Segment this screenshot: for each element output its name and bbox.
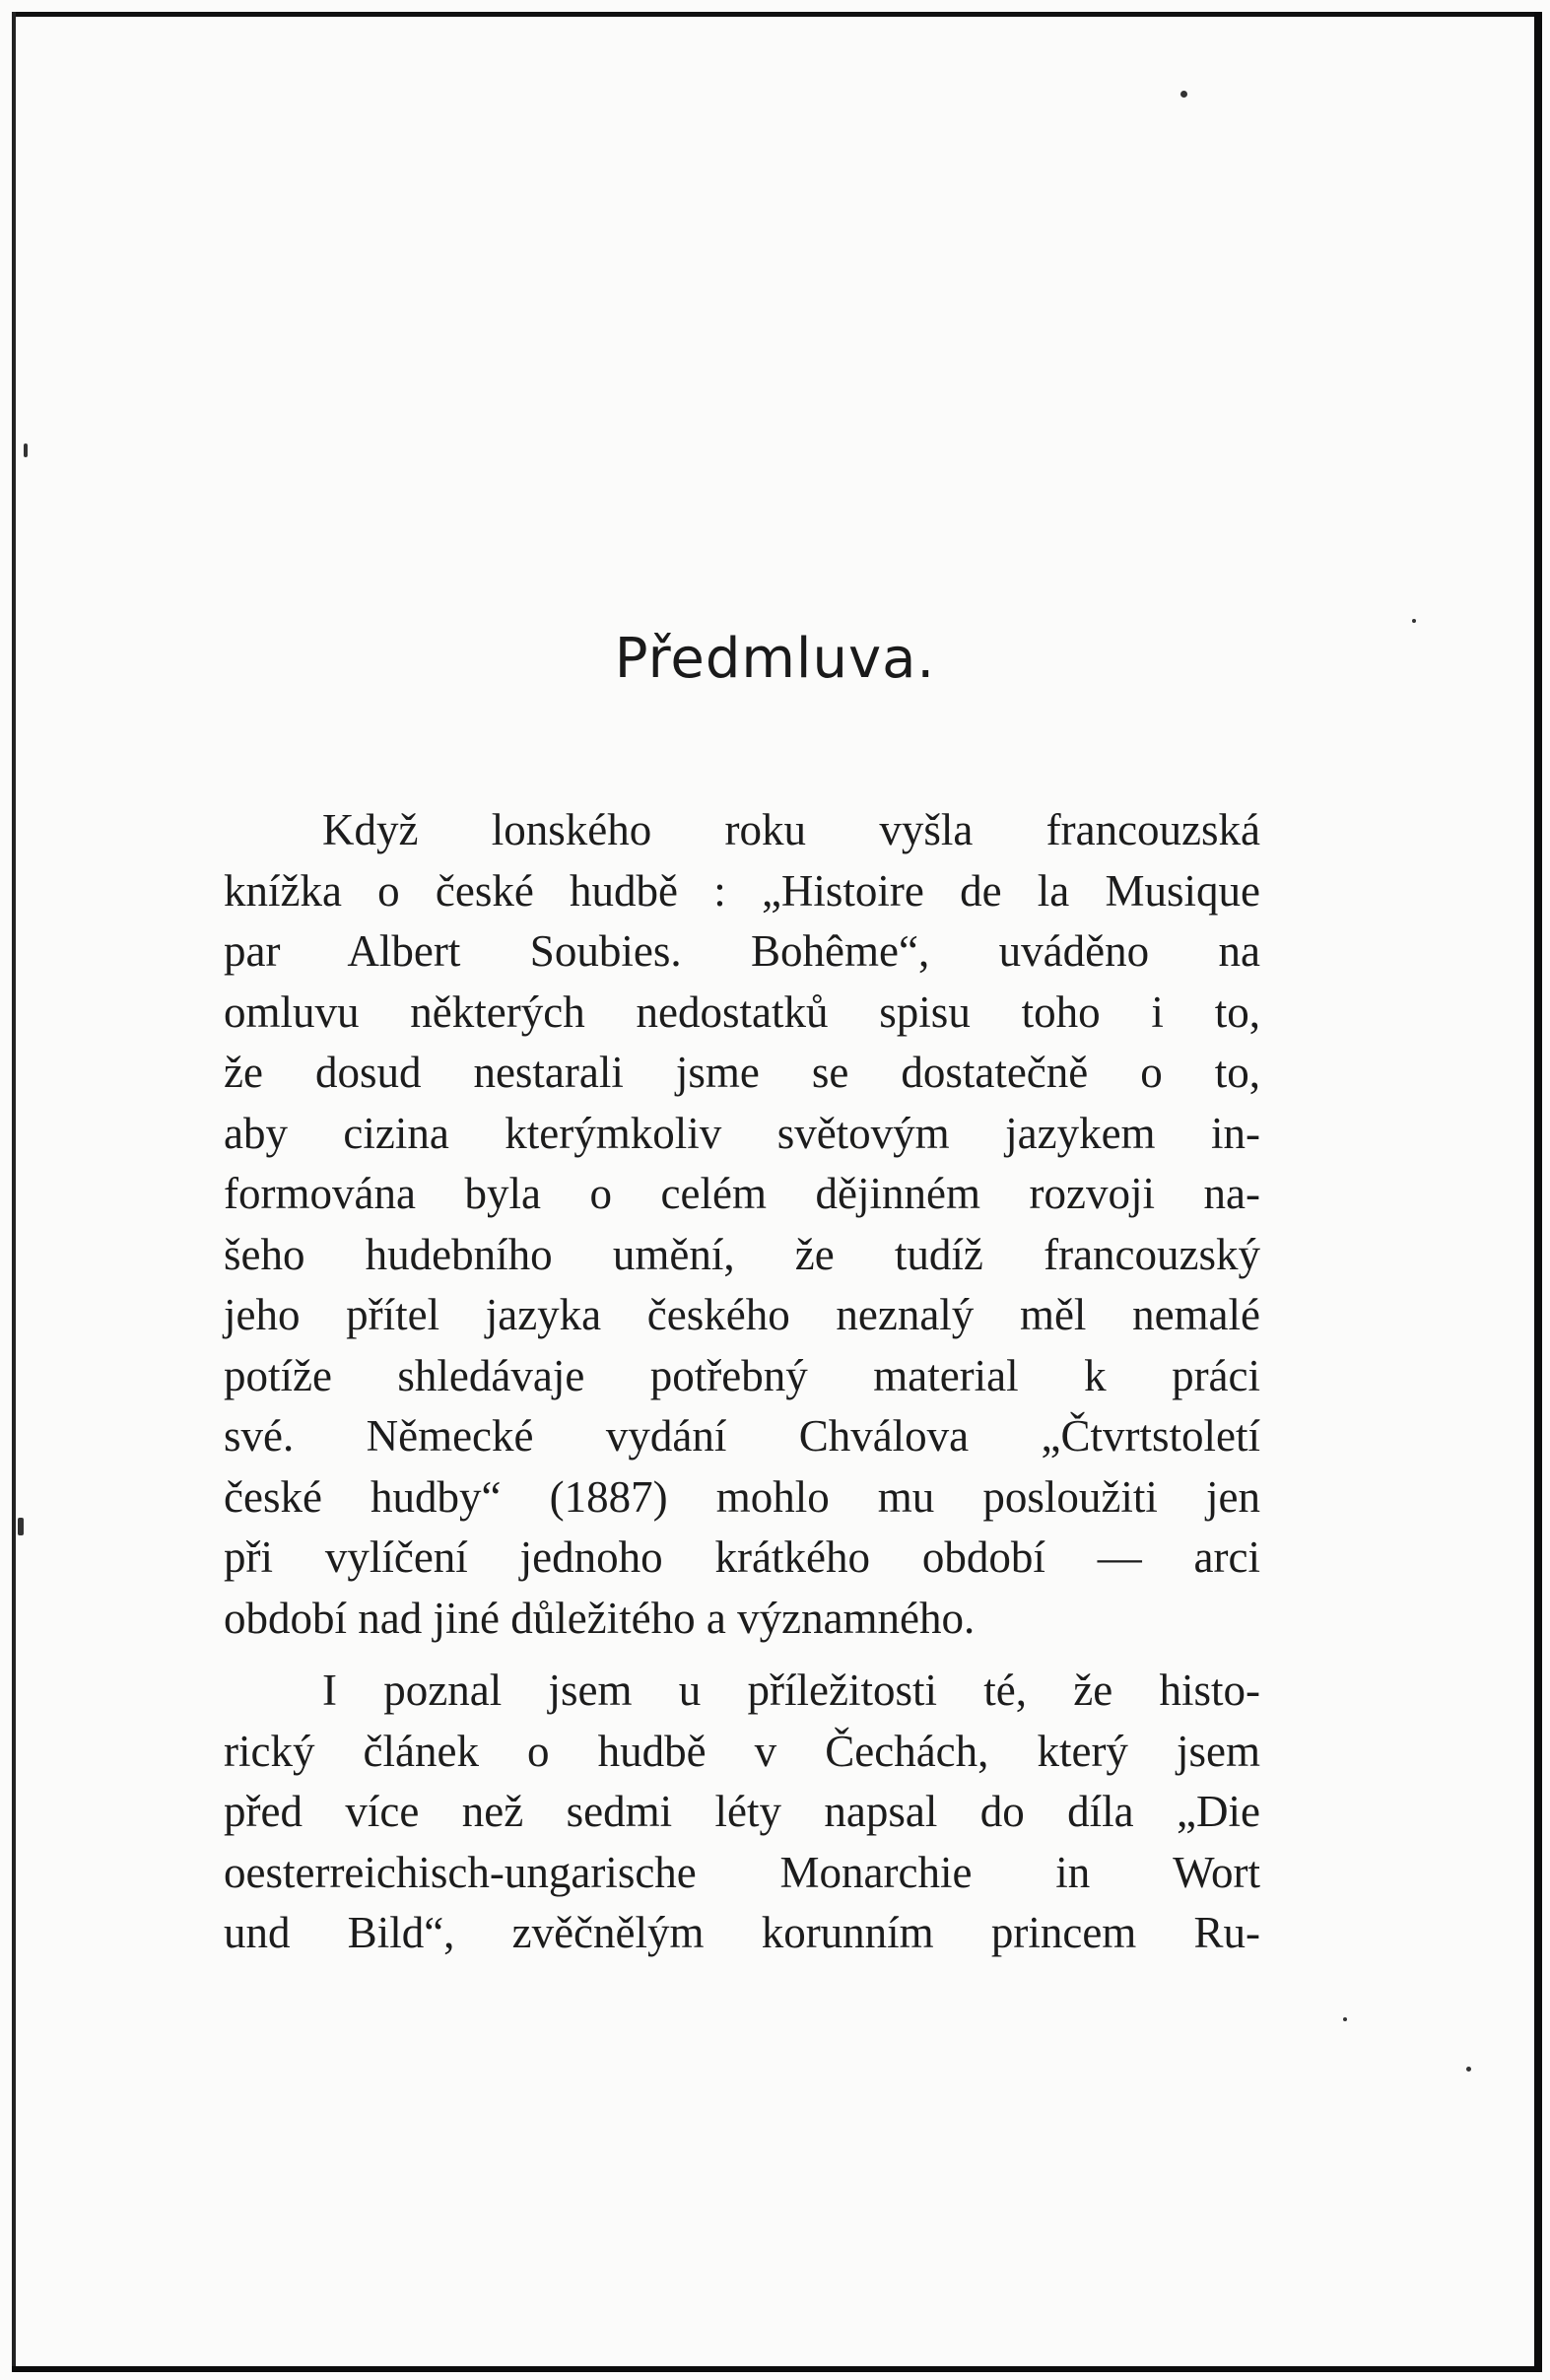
text-line: par Albert Soubies. Bohême“, uváděno na — [224, 926, 1260, 976]
scan-edge-left — [12, 12, 16, 2367]
text-line: I poznal jsem u příležitosti té, že histo- — [322, 1666, 1260, 1715]
text-line: své. Německé vydání Chválova „Čtvrtstoletí — [224, 1411, 1260, 1461]
text-line: šeho hudebního umění, že tudíž francouzský — [224, 1229, 1260, 1279]
text-line: formována byla o celém dějinném rozvoji na- — [224, 1169, 1260, 1218]
text-line: rický článek o hudbě v Čechách, který jsem — [224, 1726, 1260, 1776]
text-line: že dosud nestarali jsme se dostatečně o to, — [224, 1048, 1260, 1097]
scan-speck — [1343, 2017, 1347, 2021]
text-line: omluvu některých nedostatků spisu toho i to, — [224, 986, 1260, 1037]
scan-edge-right — [1534, 12, 1542, 2372]
text-line: aby cizina kterýmkoliv světovým jazykem in- — [224, 1108, 1260, 1158]
scan-speck — [1412, 619, 1416, 623]
text-line: české hudby“ (1887) mohlo mu posloužiti jen — [224, 1471, 1260, 1522]
paragraph-1 — [224, 800, 1260, 1649]
paragraph-2 — [224, 1661, 1260, 1964]
text-line: potíže shledávaje potřebný material k práci — [224, 1350, 1260, 1400]
text-line: období nad jiné důležitého a významného. — [224, 1593, 976, 1643]
scan-speck — [1180, 91, 1187, 98]
text-line: jeho přítel jazyka českého neznalý měl nemalé — [224, 1290, 1260, 1339]
page-title: Předmluva. — [614, 627, 936, 691]
scan-edge-top — [14, 12, 1536, 17]
text-line: Když lonského roku vyšla francouzská — [322, 805, 1260, 854]
scan-speck — [24, 443, 28, 457]
text-line: und Bild“, zvěčnělým korunním princem Ru- — [224, 1908, 1260, 1957]
body-text — [224, 800, 1260, 1964]
text-line: knížka o české hudbě : „Histoire de la Musique — [224, 865, 1260, 916]
text-line: oesterreichisch-ungarische Monarchie in Wort — [224, 1847, 1260, 1897]
text-line: před více než sedmi léty napsal do díla „Die — [224, 1787, 1260, 1836]
scan-edge-bottom — [12, 2366, 1541, 2372]
scan-speck — [18, 1518, 24, 1535]
scan-speck — [1466, 2067, 1471, 2072]
text-line: při vylíčení jednoho krátkého období — arci — [224, 1532, 1260, 1582]
